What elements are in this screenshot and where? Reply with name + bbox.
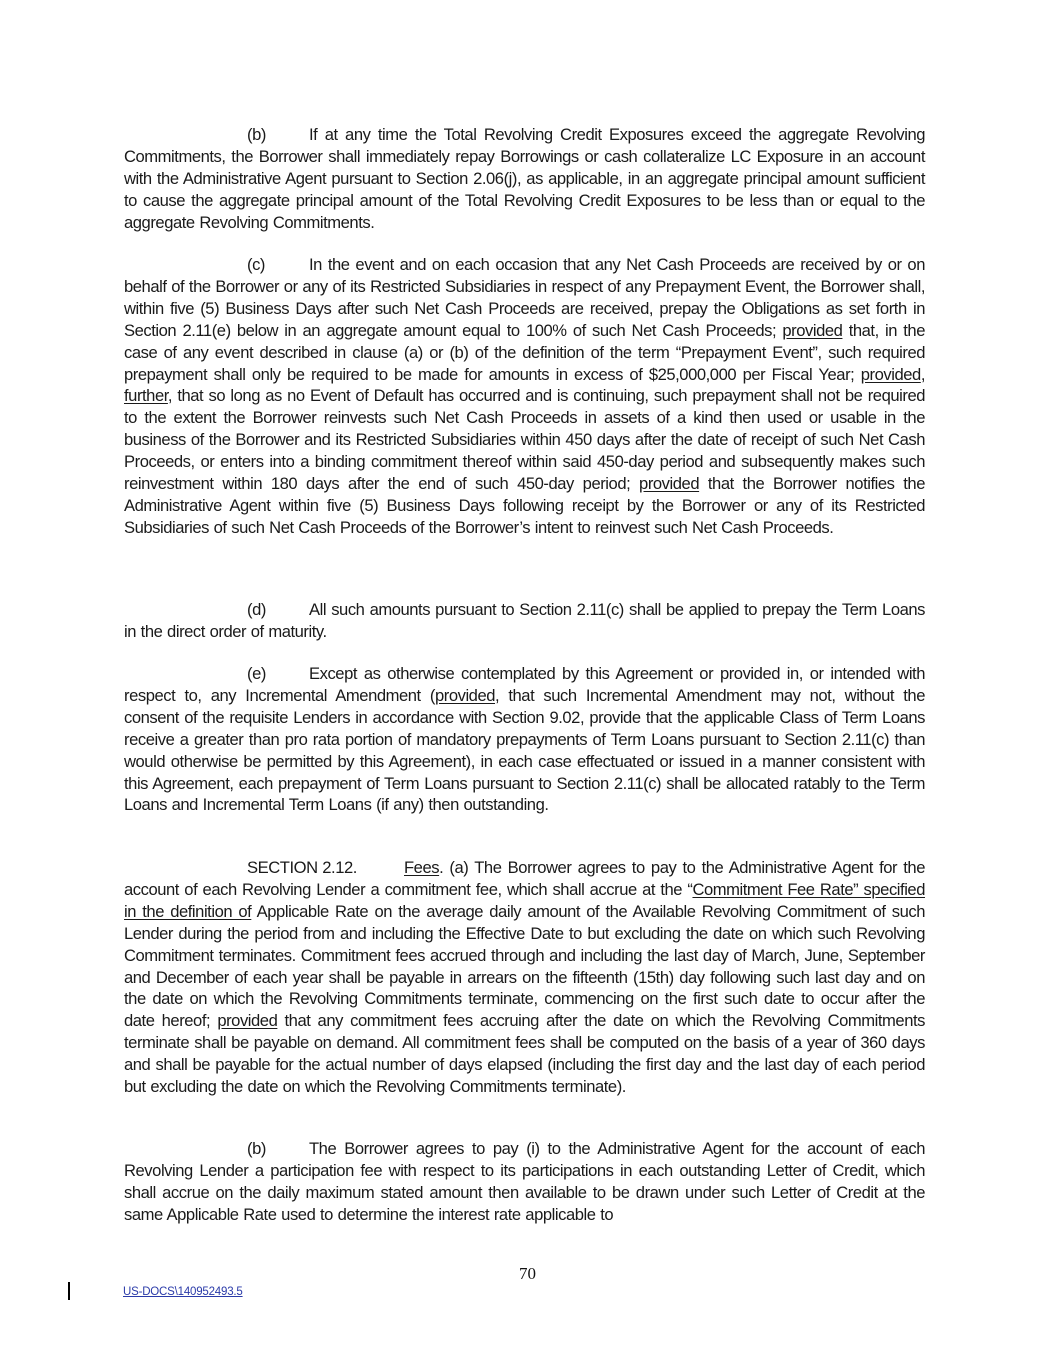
paragraph-e-incremental-amendment [124,663,925,816]
paragraph-text: , that such Incremental Amendment may not, without the consent of the requisite Lenders in accordance with Section 9.02, provide that the applicable Class of Term Loans receive a greater than pro rata portion of mandatory prepayments of Term Loans pursuant to Section 2.11(c) than would otherwise be permitted by this Agreement), in each case effectuated or issued in a manner consistent with this Agreement, each prepayment of Term Loans pursuant to Section 2.11(c) shall be allocated ratably to the Term Loans and Incremental Term Loans (if any) then outstanding. [124,685,925,815]
paragraph-text: Applicable Rate on the average daily amount of the Available Revolving Commitment of such Lender during the period from and including the Effective Date to but excluding the date on which such Revolving Commitment terminates. Commitment fees accrued through and including the last day of March, June, September and December of each year shall be payable in arrears on the fifteenth (15th) day following such last day and on the date on which the Revolving Commitments terminate, commencing on the first such date to occur after the date hereof; [124,901,926,1031]
paragraph-text: In the event and on each occasion that any Net Cash Proceeds are received by or on behalf of the Borrower or any of its Restricted Subsidiaries in respect of any Prepayment Event, the Borrower shall, within five (5) Business Days after such Net Cash Proceeds are received, prepay the Obligations as set forth in Section 2.11(e) below in an aggregate amount equal to 100% of such Net Cash Proceeds; [124,255,925,340]
paragraph-c-net-cash-proceeds [124,254,925,539]
clause-label: (d) [247,600,266,619]
paragraph-text: that the Borrower notifies the Administrative Agent within five (5) Business Days following receipt by the Borrower or any of its Restricted Subsidiaries of such Net Cash Proceeds of the Borrower’s intent to reinvest such Net Cash Proceeds. [124,474,925,537]
clause-label: (b) [247,1139,266,1158]
change-bar [68,1282,70,1300]
section-heading: Fees [404,858,440,877]
section-2-12-fees [124,857,925,1098]
paragraph-text: Except as otherwise contemplated by this Agreement or provided in, or intended with respect to, any Incremental Amendment ( [124,664,925,705]
clause-label: (e) [247,664,266,683]
paragraph-b-revolving-exposure [124,124,925,234]
paragraph-d-term-loans [124,599,925,643]
paragraph-text: All such amounts pursuant to Section 2.11(c) shall be applied to prepay the Term Loans in the direct order of maturity. [124,600,925,641]
paragraph-text: The Borrower agrees to pay (i) to the Administrative Agent for the account of each Revolving Lender a participation fee with respect to its participations in each outstanding Letter of Credit, which shall accrue on the daily maximum stated amount then available to be drawn under such Letter of Credit at the same Applicable Rate used to determine the interest rate applicable to [124,1139,925,1224]
paragraph-text: that, in the case of any event described in clause (a) or (b) of the definition of the term “Prepayment Event”, such required prepayment shall only be required to be made for amounts in excess of $25,000,000 per Fiscal Year; [124,320,925,384]
underlined-term: provided [860,364,921,384]
underlined-term: provided [217,1011,278,1031]
underlined-term: provided [782,320,843,340]
underlined-term: provided [639,474,700,494]
page-number: 70 [519,1264,536,1283]
paragraph-text: that any commitment fees accruing after the date on which the Revolving Commitments terminate shall be payable on demand. All commitment fees shall be computed on the basis of a year of 360 days and shall be payable for the actual number of days elapsed (including the first day and the last day of each period but excluding the date on which the Revolving Commitments terminate). [124,1011,925,1097]
underlined-term: Commitment Fee Rate” specified in the definition of [124,879,925,921]
paragraph-text: , [920,364,925,384]
paragraph-b-participation-fee [124,1138,925,1226]
underlined-term: provided [434,685,496,705]
document-id-link[interactable]: US-DOCS\140952493.5 [123,1286,243,1298]
paragraph-text: , that so long as no Event of Default has occurred and is continuing, such prepayment shall not be required to the extent the Borrower reinvests such Net Cash Proceeds in assets of a kind then used or usable in the business of the Borrower and its Restricted Subsidiaries within 450 days after the date of receipt of such Net Cash Proceeds, or enters into a binding commitment thereof within said 450-day period and subsequently makes such reinvestment within 180 days after the end of such 450-day period; [124,386,925,494]
clause-label: (c) [247,255,265,274]
underlined-term: further [124,386,168,406]
paragraph-text: . (a) The Borrower agrees to pay to the Administrative Agent for the account of each Revolving Lender a commitment fee, which shall accrue at the “ [124,858,925,899]
paragraph-text: If at any time the Total Revolving Credit Exposures exceed the aggregate Revolving Commitments, the Borrower shall immediately repay Borrowings or cash collateralize LC Exposure in an account with the Administrative Agent pursuant to Section 2.06(j), as applicable, in an aggregate principal amount sufficient to cause the aggregate principal amount of the Total Revolving Credit Exposures to be less than or equal to the aggregate Revolving Commitments. [124,125,925,232]
clause-label: (b) [247,125,266,144]
section-number: SECTION 2.12. [247,858,357,877]
